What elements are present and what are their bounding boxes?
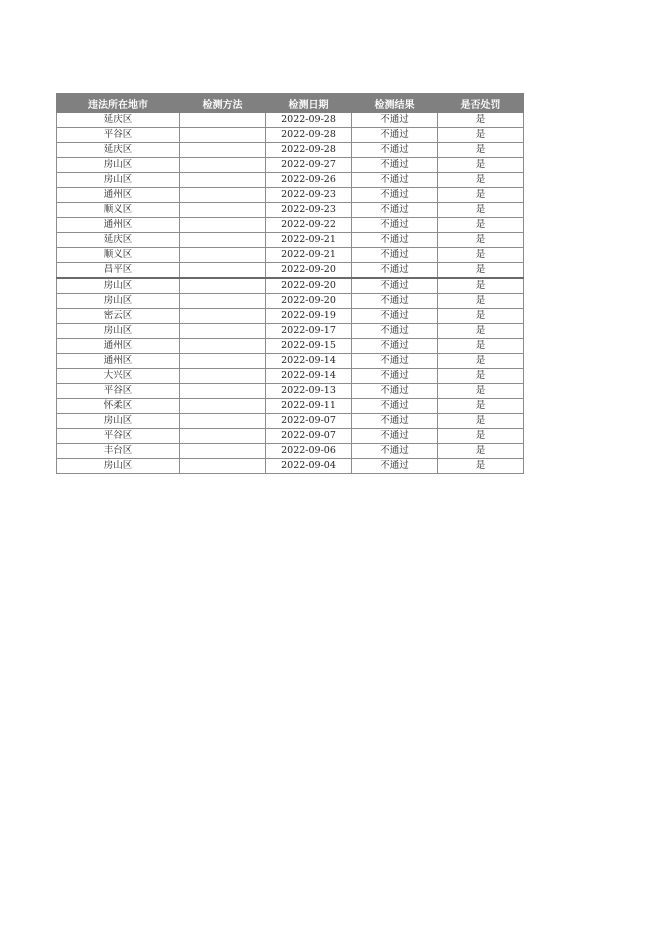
table-row (57, 354, 524, 369)
table-row (57, 278, 524, 294)
cell-date[interactable]: 2022-09-07 (266, 414, 352, 429)
cell-method[interactable] (180, 324, 266, 339)
cell-date[interactable]: 2022-09-26 (266, 173, 352, 188)
header-row (57, 94, 524, 113)
table-row (57, 309, 524, 324)
cell-city[interactable]: 通州区 (57, 188, 180, 203)
inspection-table (56, 93, 524, 474)
cell-city[interactable]: 平谷区 (57, 429, 180, 444)
cell-method[interactable] (180, 113, 266, 128)
cell-city[interactable]: 房山区 (57, 278, 180, 294)
table-row (57, 444, 524, 459)
cell-penalty[interactable]: 是 (438, 444, 524, 459)
cell-method[interactable] (180, 143, 266, 158)
cell-result[interactable]: 不通过 (352, 339, 438, 354)
cell-date[interactable]: 2022-09-20 (266, 263, 352, 279)
cell-city[interactable]: 房山区 (57, 294, 180, 309)
cell-penalty[interactable]: 是 (438, 414, 524, 429)
cell-penalty[interactable]: 是 (438, 188, 524, 203)
cell-method[interactable] (180, 444, 266, 459)
cell-city[interactable]: 房山区 (57, 173, 180, 188)
cell-date[interactable]: 2022-09-23 (266, 203, 352, 218)
cell-result[interactable]: 不通过 (352, 369, 438, 384)
cell-date[interactable]: 2022-09-28 (266, 143, 352, 158)
cell-date[interactable]: 2022-09-28 (266, 128, 352, 143)
table-row (57, 173, 524, 188)
cell-result[interactable]: 不通过 (352, 429, 438, 444)
cell-penalty[interactable]: 是 (438, 113, 524, 128)
cell-penalty[interactable]: 是 (438, 158, 524, 173)
table-row (57, 188, 524, 203)
table-row (57, 369, 524, 384)
cell-result[interactable]: 不通过 (352, 354, 438, 369)
table-row (57, 429, 524, 444)
cell-date[interactable]: 2022-09-28 (266, 113, 352, 128)
table-row (57, 384, 524, 399)
header-penalty: 是否处罚 (438, 94, 524, 113)
cell-date[interactable]: 2022-09-15 (266, 339, 352, 354)
cell-method[interactable] (180, 248, 266, 263)
cell-city[interactable]: 平谷区 (57, 128, 180, 143)
table-row (57, 263, 524, 279)
cell-penalty[interactable]: 是 (438, 384, 524, 399)
cell-result[interactable]: 不通过 (352, 324, 438, 339)
table-header (57, 94, 524, 113)
cell-city[interactable]: 房山区 (57, 414, 180, 429)
table-row (57, 248, 524, 263)
cell-method[interactable] (180, 309, 266, 324)
cell-penalty[interactable]: 是 (438, 233, 524, 248)
table-row (57, 399, 524, 414)
cell-method[interactable] (180, 188, 266, 203)
table-body (57, 113, 524, 474)
table-row (57, 233, 524, 248)
cell-method[interactable] (180, 203, 266, 218)
cell-city[interactable]: 密云区 (57, 309, 180, 324)
cell-city[interactable]: 通州区 (57, 218, 180, 233)
cell-city[interactable]: 顺义区 (57, 248, 180, 263)
cell-date[interactable]: 2022-09-04 (266, 459, 352, 474)
cell-city[interactable]: 顺义区 (57, 203, 180, 218)
cell-date[interactable]: 2022-09-22 (266, 218, 352, 233)
cell-date[interactable]: 2022-09-23 (266, 188, 352, 203)
table-row (57, 143, 524, 158)
cell-method[interactable] (180, 399, 266, 414)
table-row (57, 459, 524, 474)
cell-penalty[interactable]: 是 (438, 459, 524, 474)
cell-penalty[interactable]: 是 (438, 203, 524, 218)
cell-city[interactable]: 延庆区 (57, 233, 180, 248)
cell-method[interactable] (180, 218, 266, 233)
cell-date[interactable]: 2022-09-20 (266, 294, 352, 309)
cell-city[interactable]: 大兴区 (57, 369, 180, 384)
cell-result[interactable]: 不通过 (352, 233, 438, 248)
cell-city[interactable]: 丰台区 (57, 444, 180, 459)
cell-result[interactable]: 不通过 (352, 278, 438, 294)
cell-result[interactable]: 不通过 (352, 384, 438, 399)
cell-result[interactable]: 不通过 (352, 158, 438, 173)
cell-method[interactable] (180, 384, 266, 399)
cell-city[interactable]: 通州区 (57, 354, 180, 369)
cell-penalty[interactable]: 是 (438, 173, 524, 188)
cell-date[interactable]: 2022-09-14 (266, 354, 352, 369)
cell-method[interactable] (180, 233, 266, 248)
table-row (57, 113, 524, 128)
cell-penalty[interactable]: 是 (438, 399, 524, 414)
cell-result[interactable]: 不通过 (352, 188, 438, 203)
cell-method[interactable] (180, 369, 266, 384)
cell-city[interactable]: 房山区 (57, 324, 180, 339)
cell-city[interactable]: 房山区 (57, 459, 180, 474)
table-row (57, 203, 524, 218)
cell-method[interactable] (180, 429, 266, 444)
cell-result[interactable]: 不通过 (352, 203, 438, 218)
cell-method[interactable] (180, 263, 266, 279)
cell-penalty[interactable]: 是 (438, 248, 524, 263)
cell-date[interactable]: 2022-09-21 (266, 233, 352, 248)
cell-method[interactable] (180, 459, 266, 474)
cell-method[interactable] (180, 414, 266, 429)
cell-penalty[interactable]: 是 (438, 369, 524, 384)
cell-penalty[interactable]: 是 (438, 294, 524, 309)
table-row (57, 339, 524, 354)
cell-method[interactable] (180, 278, 266, 294)
cell-result[interactable]: 不通过 (352, 459, 438, 474)
cell-date[interactable]: 2022-09-19 (266, 309, 352, 324)
cell-result[interactable]: 不通过 (352, 218, 438, 233)
cell-date[interactable]: 2022-09-14 (266, 369, 352, 384)
cell-city[interactable]: 通州区 (57, 339, 180, 354)
cell-method[interactable] (180, 354, 266, 369)
cell-date[interactable]: 2022-09-06 (266, 444, 352, 459)
cell-penalty[interactable]: 是 (438, 263, 524, 279)
table-row (57, 128, 524, 143)
cell-result[interactable]: 不通过 (352, 309, 438, 324)
cell-city[interactable]: 怀柔区 (57, 399, 180, 414)
cell-penalty[interactable]: 是 (438, 143, 524, 158)
cell-date[interactable]: 2022-09-27 (266, 158, 352, 173)
cell-penalty[interactable]: 是 (438, 429, 524, 444)
cell-method[interactable] (180, 294, 266, 309)
cell-penalty[interactable]: 是 (438, 309, 524, 324)
cell-penalty[interactable]: 是 (438, 128, 524, 143)
cell-result[interactable]: 不通过 (352, 113, 438, 128)
cell-method[interactable] (180, 339, 266, 354)
table-row (57, 414, 524, 429)
cell-city[interactable]: 平谷区 (57, 384, 180, 399)
cell-city[interactable]: 延庆区 (57, 113, 180, 128)
cell-penalty[interactable]: 是 (438, 324, 524, 339)
cell-result[interactable]: 不通过 (352, 173, 438, 188)
cell-result[interactable]: 不通过 (352, 128, 438, 143)
cell-date[interactable]: 2022-09-11 (266, 399, 352, 414)
cell-method[interactable] (180, 158, 266, 173)
header-result: 检测结果 (352, 94, 438, 113)
cell-date[interactable]: 2022-09-17 (266, 324, 352, 339)
cell-penalty[interactable]: 是 (438, 218, 524, 233)
table-row (57, 294, 524, 309)
cell-method[interactable] (180, 173, 266, 188)
cell-penalty[interactable]: 是 (438, 339, 524, 354)
cell-city[interactable]: 昌平区 (57, 263, 180, 279)
table-row (57, 218, 524, 233)
cell-result[interactable]: 不通过 (352, 414, 438, 429)
cell-date[interactable]: 2022-09-07 (266, 429, 352, 444)
cell-result[interactable]: 不通过 (352, 399, 438, 414)
header-method: 检测方法 (180, 94, 266, 113)
cell-date[interactable]: 2022-09-21 (266, 248, 352, 263)
cell-result[interactable]: 不通过 (352, 263, 438, 279)
cell-result[interactable]: 不通过 (352, 294, 438, 309)
cell-result[interactable]: 不通过 (352, 444, 438, 459)
cell-city[interactable]: 延庆区 (57, 143, 180, 158)
cell-date[interactable]: 2022-09-20 (266, 278, 352, 294)
table-row (57, 324, 524, 339)
header-date: 检测日期 (266, 94, 352, 113)
cell-penalty[interactable]: 是 (438, 278, 524, 294)
cell-city[interactable]: 房山区 (57, 158, 180, 173)
cell-penalty[interactable]: 是 (438, 354, 524, 369)
cell-method[interactable] (180, 128, 266, 143)
cell-result[interactable]: 不通过 (352, 248, 438, 263)
cell-result[interactable]: 不通过 (352, 143, 438, 158)
cell-date[interactable]: 2022-09-13 (266, 384, 352, 399)
table-row (57, 158, 524, 173)
header-city: 违法所在地市 (57, 94, 180, 113)
